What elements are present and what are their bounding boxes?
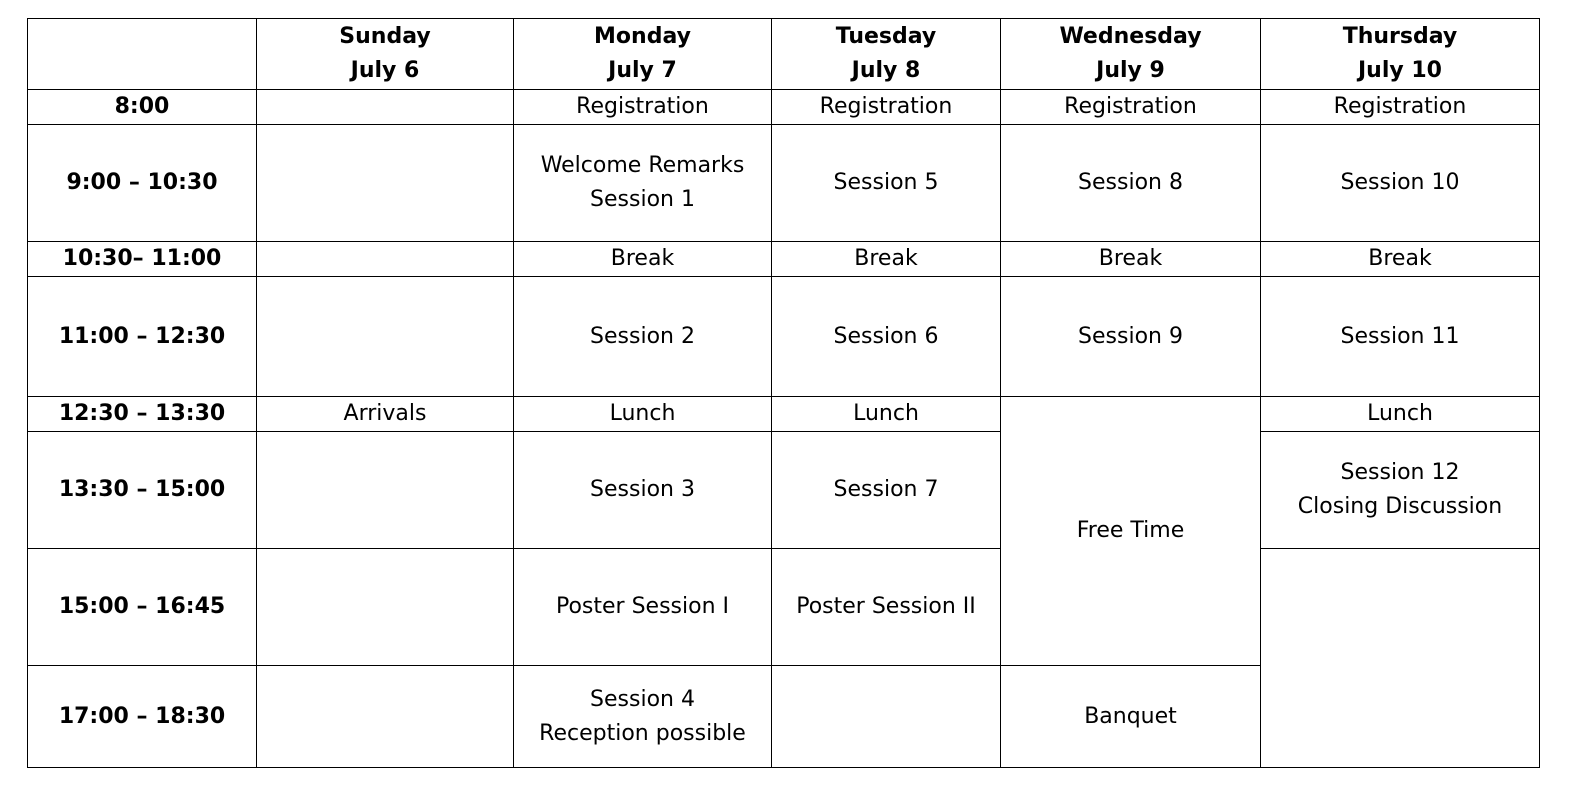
- day-name: Wednesday: [1059, 24, 1202, 49]
- cell-tuesday: Registration: [772, 90, 1001, 125]
- cell-thursday: Session 10: [1261, 125, 1540, 242]
- cell-wednesday: Banquet: [1001, 666, 1261, 768]
- cell-line: Welcome Remarks: [540, 153, 745, 178]
- cell-line: Closing Discussion: [1297, 494, 1503, 519]
- cell-sunday: [257, 90, 514, 125]
- cell-thursday: Session 11: [1261, 277, 1540, 397]
- day-date: July 10: [1357, 58, 1442, 83]
- schedule-row-1100: [28, 277, 1540, 397]
- time-slot: 13:30 – 15:00: [28, 432, 257, 549]
- schedule-row-1230: [28, 397, 1540, 432]
- cell-thursday: [1261, 432, 1540, 549]
- cell-monday: Session 3: [514, 432, 772, 549]
- cell-line: Session 1: [590, 187, 695, 212]
- cell-wednesday: Break: [1001, 242, 1261, 277]
- cell-monday: Registration: [514, 90, 772, 125]
- cell-tuesday: Session 6: [772, 277, 1001, 397]
- day-date: July 6: [350, 58, 420, 83]
- cell-sunday: [257, 277, 514, 397]
- day-name: Thursday: [1342, 24, 1458, 49]
- day-name: Sunday: [339, 24, 431, 49]
- time-slot: 10:30– 11:00: [28, 242, 257, 277]
- cell-tuesday: [772, 666, 1001, 768]
- time-slot: 17:00 – 18:30: [28, 666, 257, 768]
- cell-sunday: [257, 242, 514, 277]
- schedule-row-1030: [28, 242, 1540, 277]
- cell-monday: Session 2: [514, 277, 772, 397]
- time-slot: 9:00 – 10:30: [28, 125, 257, 242]
- day-name: Monday: [594, 24, 691, 49]
- cell-wednesday: Session 8: [1001, 125, 1261, 242]
- time-slot: 11:00 – 12:30: [28, 277, 257, 397]
- cell-monday: [514, 666, 772, 768]
- cell-tuesday: Session 7: [772, 432, 1001, 549]
- corner-cell: [28, 19, 257, 90]
- day-header-thursday: [1261, 19, 1540, 90]
- day-date: July 8: [851, 58, 921, 83]
- day-header-sunday: [257, 19, 514, 90]
- header-row: [28, 19, 1540, 90]
- day-header-monday: [514, 19, 772, 90]
- cell-sunday: [257, 666, 514, 768]
- schedule-row-0900: [28, 125, 1540, 242]
- time-slot: 12:30 – 13:30: [28, 397, 257, 432]
- cell-thursday: Registration: [1261, 90, 1540, 125]
- day-date: July 7: [608, 58, 677, 83]
- cell-thursday: Lunch: [1261, 397, 1540, 432]
- cell-sunday: [257, 432, 514, 549]
- day-name: Tuesday: [835, 24, 937, 49]
- cell-tuesday: Break: [772, 242, 1001, 277]
- cell-monday: [514, 125, 772, 242]
- cell-monday: Lunch: [514, 397, 772, 432]
- cell-wednesday-free-time: Free Time: [1001, 397, 1261, 666]
- cell-sunday: Arrivals: [257, 397, 514, 432]
- schedule-row-0800: [28, 90, 1540, 125]
- cell-line: Session 4: [590, 686, 695, 712]
- cell-thursday-empty: [1261, 549, 1540, 768]
- cell-wednesday: Registration: [1001, 90, 1261, 125]
- day-header-wednesday: [1001, 19, 1261, 90]
- cell-line: Reception possible: [539, 720, 746, 746]
- day-date: July 9: [1096, 58, 1165, 83]
- cell-sunday: [257, 549, 514, 666]
- schedule-row-1500: [28, 549, 1540, 666]
- cell-sunday: [257, 125, 514, 242]
- day-header-tuesday: [772, 19, 1001, 90]
- schedule-table: [27, 18, 1540, 768]
- time-slot: 15:00 – 16:45: [28, 549, 257, 666]
- cell-wednesday: Session 9: [1001, 277, 1261, 397]
- cell-tuesday: Session 5: [772, 125, 1001, 242]
- time-slot: 8:00: [28, 90, 257, 125]
- cell-thursday: Break: [1261, 242, 1540, 277]
- cell-monday: Break: [514, 242, 772, 277]
- cell-line: Session 12: [1340, 460, 1460, 485]
- cell-tuesday: Poster Session II: [772, 549, 1001, 666]
- schedule-row-1330: [28, 432, 1540, 549]
- cell-monday: Poster Session I: [514, 549, 772, 666]
- cell-tuesday: Lunch: [772, 397, 1001, 432]
